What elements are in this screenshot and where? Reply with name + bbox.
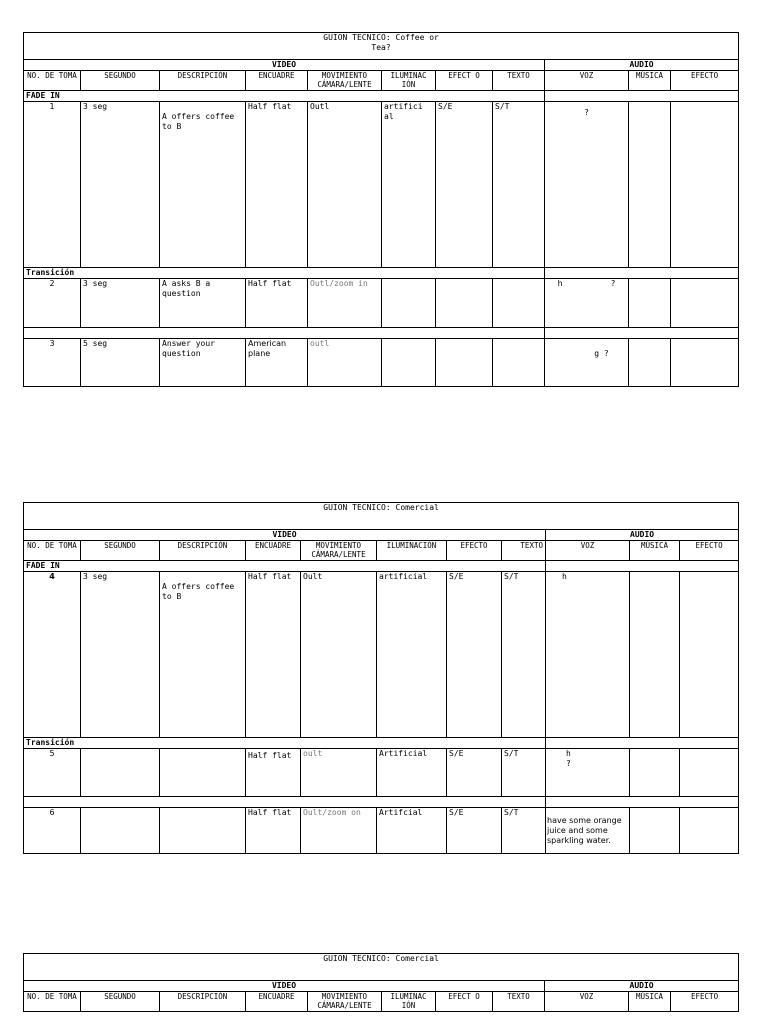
- col-header-encuadre: ENCUADRE: [246, 992, 308, 1012]
- col-header-efecto: EFECT O: [436, 992, 493, 1012]
- voz-cell: [545, 339, 629, 387]
- segundo-cell: 5 seg: [81, 339, 160, 387]
- audio-section-label: AUDIO: [546, 530, 739, 541]
- sheet-title: GUION TECNICO: Coffee or Tea?: [24, 33, 739, 60]
- col-header-efecto: EFECTO: [447, 541, 502, 561]
- efecto-cell: S/E: [436, 102, 493, 268]
- texto-cell: [493, 279, 545, 328]
- video-section-label: VIDEO: [24, 981, 545, 992]
- descripcion-text: A offers coffee to B: [162, 582, 235, 601]
- col-header-descripcion: DESCRIPCIÓN: [160, 992, 246, 1012]
- band-spacer: [545, 268, 739, 279]
- script-sheet-2: [23, 502, 738, 854]
- movimiento-cell: outl: [308, 339, 382, 387]
- transition-label: Transición: [24, 268, 545, 279]
- shot-number: 2: [24, 279, 81, 328]
- movimiento-cell: Outl/zoom in: [308, 279, 382, 328]
- efecto-cell: S/E: [447, 749, 502, 797]
- col-header-iluminacion: ILUMINAC IÓN: [382, 992, 436, 1012]
- table-row: [24, 808, 739, 854]
- descripcion-cell: [160, 102, 246, 268]
- col-header-no-toma: NO. DE TOMA: [24, 992, 81, 1012]
- voz-text: ?: [584, 108, 589, 117]
- band-spacer: [24, 328, 545, 339]
- col-header-descripcion: DESCRIPCIÓN: [160, 71, 246, 91]
- efecto-audio-cell: [671, 279, 739, 328]
- texto-cell: S/T: [502, 808, 546, 854]
- segundo-cell: 3 seg: [81, 279, 160, 328]
- col-header-voz: VOZ: [545, 992, 629, 1012]
- iluminacion-cell: [382, 279, 436, 328]
- video-section-label: VIDEO: [24, 530, 546, 541]
- efecto-cell: [436, 279, 493, 328]
- col-header-movimiento: MOVIMIENTO CÁMARA/LENTE: [301, 541, 377, 561]
- table-row: [24, 572, 739, 738]
- fade-in-label: FADE IN: [24, 91, 545, 102]
- voz-cell: h: [546, 572, 630, 738]
- movimiento-cell: Oult/zoom on: [301, 808, 377, 854]
- iluminacion-cell: artificial: [377, 572, 447, 738]
- voz-text: have some orange juice and some sparkling water.: [547, 816, 622, 845]
- descripcion-text: A offers coffee to B: [162, 112, 235, 131]
- col-header-efecto-audio: EFECTO: [671, 71, 739, 91]
- segundo-cell: 3 seg: [81, 572, 160, 738]
- col-header-texto: TEXTO: [502, 541, 546, 561]
- col-header-musica: MÚSICA: [630, 541, 680, 561]
- descripcion-cell: [160, 808, 246, 854]
- shot-number: 1: [24, 102, 81, 268]
- efecto-audio-cell: [680, 572, 739, 738]
- voz-cell: [545, 102, 629, 268]
- script-sheet-3: [23, 953, 738, 1012]
- fade-in-label: FADE IN: [24, 561, 546, 572]
- col-header-efecto-audio: EFECTO: [680, 541, 739, 561]
- segundo-cell: [81, 749, 160, 797]
- sheet-title: GUION TECNICO: Comercial: [24, 954, 739, 981]
- col-header-descripcion: DESCRIPCIÓN: [160, 541, 246, 561]
- shot-number: 5: [24, 749, 81, 797]
- col-header-musica: MÚSICA: [629, 992, 671, 1012]
- band-spacer: [546, 561, 739, 572]
- efecto-audio-cell: [671, 102, 739, 268]
- col-header-iluminacion: ILUMINAC IÓN: [382, 71, 436, 91]
- movimiento-cell: Oult: [301, 572, 377, 738]
- iluminacion-cell: artifici al: [382, 102, 436, 268]
- col-header-texto: TEXTO: [493, 992, 545, 1012]
- iluminacion-cell: Artifcial: [377, 808, 447, 854]
- musica-cell: [629, 279, 671, 328]
- col-header-no-toma: NO. DE TOMA: [24, 71, 81, 91]
- col-header-musica: MÚSICA: [629, 71, 671, 91]
- texto-cell: [493, 339, 545, 387]
- col-header-efecto-audio: EFECTO: [671, 992, 739, 1012]
- col-header-segundo: SEGUNDO: [81, 992, 160, 1012]
- col-header-segundo: SEGUNDO: [81, 71, 160, 91]
- efecto-audio-cell: [680, 749, 739, 797]
- musica-cell: [629, 102, 671, 268]
- table-row: [24, 102, 739, 268]
- voz-cell: h ?: [545, 279, 629, 328]
- encuadre-cell: [246, 749, 301, 797]
- movimiento-cell: oult: [301, 749, 377, 797]
- script-sheet-1: [23, 32, 738, 387]
- band-spacer: [546, 797, 739, 808]
- col-header-voz: VOZ: [546, 541, 630, 561]
- efecto-cell: S/E: [447, 572, 502, 738]
- encuadre-cell: Half flat: [246, 808, 301, 854]
- texto-cell: S/T: [502, 572, 546, 738]
- table-row: [24, 749, 739, 797]
- col-header-encuadre: ENCUADRE: [246, 71, 308, 91]
- descripcion-cell: A asks B a question: [160, 279, 246, 328]
- descripcion-cell: Answer your question: [160, 339, 246, 387]
- texto-cell: S/T: [502, 749, 546, 797]
- efecto-cell: S/E: [447, 808, 502, 854]
- musica-cell: [630, 572, 680, 738]
- encuadre-cell: Half flat: [246, 102, 308, 268]
- col-header-segundo: SEGUNDO: [81, 541, 160, 561]
- video-section-label: VIDEO: [24, 60, 545, 71]
- audio-section-label: AUDIO: [545, 60, 739, 71]
- shot-number: 4: [24, 572, 81, 738]
- voz-cell: h ?: [546, 749, 630, 797]
- musica-cell: [630, 808, 680, 854]
- audio-section-label: AUDIO: [545, 981, 739, 992]
- col-header-encuadre: ENCUADRE: [246, 541, 301, 561]
- col-header-iluminacion: ILUMINACIÓN: [377, 541, 447, 561]
- efecto-audio-cell: [671, 339, 739, 387]
- col-header-texto: TEXTO: [493, 71, 545, 91]
- encuadre-text: Half flat: [248, 751, 292, 760]
- transition-label: Transición: [24, 738, 546, 749]
- iluminacion-cell: [382, 339, 436, 387]
- band-spacer: [546, 738, 739, 749]
- sheet-title: GUION TECNICO: Comercial: [24, 503, 739, 530]
- musica-cell: [629, 339, 671, 387]
- col-header-no-toma: NO. DE TOMA: [24, 541, 81, 561]
- band-spacer: [545, 91, 739, 102]
- descripcion-cell: [160, 572, 246, 738]
- col-header-movimiento: MOVIMIENTO CÁMARA/LENTE: [308, 992, 382, 1012]
- encuadre-cell: Half flat: [246, 572, 301, 738]
- col-header-efecto: EFECT O: [436, 71, 493, 91]
- col-header-movimiento: MOVIMIENTO CÁMARA/LENTE: [308, 71, 382, 91]
- efecto-cell: [436, 339, 493, 387]
- col-header-voz: VOZ: [545, 71, 629, 91]
- band-spacer: [545, 328, 739, 339]
- musica-cell: [630, 749, 680, 797]
- movimiento-cell: Outl: [308, 102, 382, 268]
- descripcion-cell: [160, 749, 246, 797]
- table-row: [24, 279, 739, 328]
- table-row: [24, 339, 739, 387]
- voz-text: g ?: [594, 349, 609, 358]
- voz-cell: [546, 808, 630, 854]
- texto-cell: S/T: [493, 102, 545, 268]
- segundo-cell: 3 seg: [81, 102, 160, 268]
- shot-number: 3: [24, 339, 81, 387]
- band-spacer: [24, 797, 546, 808]
- segundo-cell: [81, 808, 160, 854]
- encuadre-cell: Half flat: [246, 279, 308, 328]
- shot-number: 6: [24, 808, 81, 854]
- encuadre-cell: American plane: [246, 339, 308, 387]
- iluminacion-cell: Artificial: [377, 749, 447, 797]
- efecto-audio-cell: [680, 808, 739, 854]
